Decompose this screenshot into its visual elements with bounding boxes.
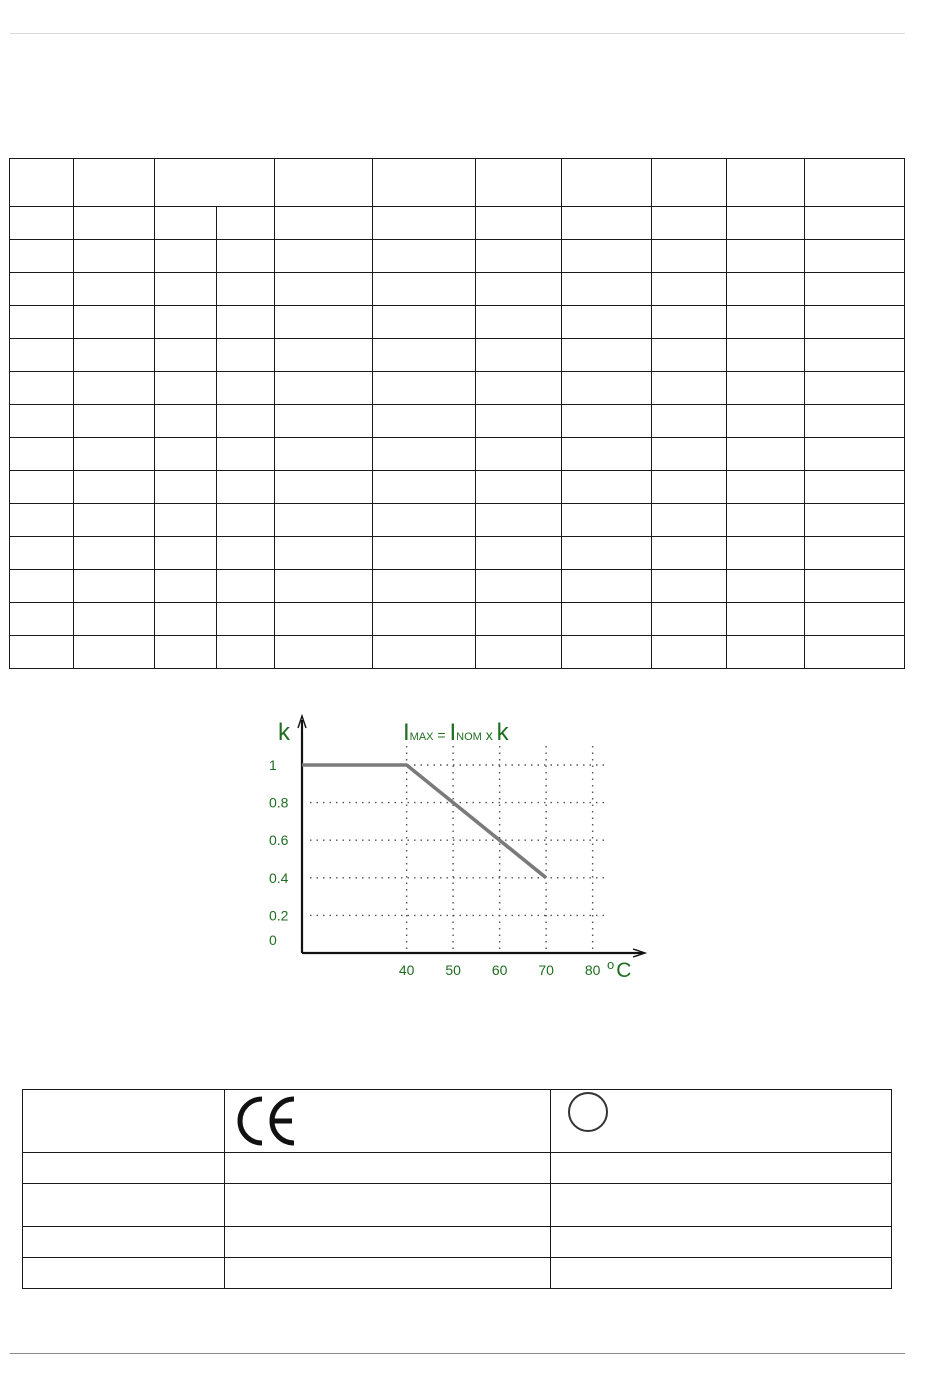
spec-cell [652, 537, 727, 570]
y-tick-label: 0.8 [269, 794, 289, 811]
spec-cell [373, 372, 476, 405]
spec-cell [373, 471, 476, 504]
y-tick-label: 0 [269, 932, 277, 948]
spec-cell [155, 471, 217, 504]
spec-header-row [10, 159, 905, 207]
spec-header-cell [476, 159, 562, 207]
spec-cell [275, 504, 373, 537]
spec-cell [373, 405, 476, 438]
spec-header-cell [275, 159, 373, 207]
cert-cell [551, 1153, 892, 1184]
cert-cell [551, 1258, 892, 1289]
spec-cell [275, 603, 373, 636]
chart-formula: IMAX = INOM x k [403, 719, 509, 746]
spec-cell [217, 339, 275, 372]
spec-cell [805, 405, 905, 438]
spec-cell [373, 537, 476, 570]
spec-cell [562, 207, 652, 240]
spec-table [9, 158, 905, 669]
spec-row [10, 570, 905, 603]
spec-cell [155, 273, 217, 306]
spec-cell [373, 207, 476, 240]
spec-cell [805, 273, 905, 306]
spec-cell [805, 570, 905, 603]
spec-cell [275, 438, 373, 471]
spec-cell [373, 273, 476, 306]
spec-cell [155, 372, 217, 405]
spec-cell [727, 603, 805, 636]
spec-cell [155, 537, 217, 570]
spec-cell [217, 603, 275, 636]
cert-cell [23, 1258, 225, 1289]
spec-cell [476, 603, 562, 636]
spec-cell [217, 372, 275, 405]
cert-cell [225, 1258, 551, 1289]
x-tick-label: 80 [584, 962, 601, 978]
spec-cell [155, 504, 217, 537]
spec-cell [74, 372, 155, 405]
spec-cell [275, 537, 373, 570]
spec-row [10, 636, 905, 669]
spec-cell [217, 306, 275, 339]
spec-cell [652, 603, 727, 636]
spec-cell [727, 471, 805, 504]
certification-circle-icon [568, 1092, 608, 1132]
spec-cell [562, 636, 652, 669]
spec-cell [74, 636, 155, 669]
spec-header-cell [155, 159, 275, 207]
spec-cell [155, 636, 217, 669]
spec-cell [562, 372, 652, 405]
spec-cell [727, 207, 805, 240]
spec-cell [562, 405, 652, 438]
cert-cell [225, 1227, 551, 1258]
spec-row [10, 207, 905, 240]
spec-row [10, 306, 905, 339]
spec-cell [652, 372, 727, 405]
spec-cell [805, 603, 905, 636]
spec-cell [217, 405, 275, 438]
ce-mark-icon [232, 1095, 300, 1147]
spec-cell [10, 405, 74, 438]
spec-cell [217, 504, 275, 537]
spec-cell [562, 306, 652, 339]
spec-cell [10, 339, 74, 372]
spec-cell [476, 306, 562, 339]
spec-cell [155, 339, 217, 372]
spec-cell [155, 570, 217, 603]
spec-cell [562, 240, 652, 273]
spec-cell [275, 471, 373, 504]
spec-header-cell [727, 159, 805, 207]
spec-cell [727, 636, 805, 669]
x-tick-label: 70 [538, 962, 554, 978]
spec-cell [476, 240, 562, 273]
spec-cell [155, 438, 217, 471]
cert-row [23, 1184, 892, 1227]
spec-cell [373, 570, 476, 603]
spec-cell [727, 273, 805, 306]
spec-cell [476, 537, 562, 570]
y-tick-label: 1 [269, 757, 277, 773]
spec-cell [562, 504, 652, 537]
spec-cell [74, 438, 155, 471]
spec-cell [10, 273, 74, 306]
spec-cell [74, 240, 155, 273]
cert-cell [551, 1184, 892, 1227]
cert-cell [23, 1227, 225, 1258]
spec-cell [74, 603, 155, 636]
spec-cell [727, 438, 805, 471]
spec-cell [373, 306, 476, 339]
cert-cell [225, 1153, 551, 1184]
spec-cell [74, 504, 155, 537]
chart-grid [310, 746, 609, 949]
spec-cell [805, 207, 905, 240]
spec-cell [373, 438, 476, 471]
spec-cell [652, 240, 727, 273]
cert-header-row [23, 1090, 892, 1153]
spec-header-cell [74, 159, 155, 207]
spec-header-cell [373, 159, 476, 207]
spec-row [10, 438, 905, 471]
spec-cell [652, 339, 727, 372]
chart-axes [298, 716, 645, 957]
spec-cell [652, 438, 727, 471]
spec-cell [275, 372, 373, 405]
derating-line [302, 765, 546, 878]
spec-cell [217, 570, 275, 603]
certification-table [22, 1089, 892, 1289]
spec-cell [562, 273, 652, 306]
spec-cell [155, 603, 217, 636]
x-tick-label: 40 [398, 962, 415, 978]
spec-cell [562, 570, 652, 603]
spec-cell [476, 372, 562, 405]
spec-cell [74, 273, 155, 306]
spec-row [10, 405, 905, 438]
cert-cell [551, 1227, 892, 1258]
spec-cell [217, 537, 275, 570]
spec-cell [727, 372, 805, 405]
spec-cell [805, 636, 905, 669]
spec-cell [373, 504, 476, 537]
spec-cell [217, 273, 275, 306]
spec-cell [74, 405, 155, 438]
spec-cell [652, 636, 727, 669]
spec-cell [10, 603, 74, 636]
spec-cell [652, 570, 727, 603]
spec-cell [805, 471, 905, 504]
spec-cell [155, 405, 217, 438]
spec-cell [805, 504, 905, 537]
spec-cell [476, 570, 562, 603]
cert-header-cell [23, 1090, 225, 1153]
spec-cell [562, 537, 652, 570]
spec-cell [476, 273, 562, 306]
spec-cell [10, 570, 74, 603]
spec-header-cell [562, 159, 652, 207]
spec-row [10, 273, 905, 306]
chart-labels [269, 719, 631, 982]
spec-cell [652, 207, 727, 240]
spec-cell [74, 570, 155, 603]
spec-cell [155, 306, 217, 339]
spec-cell [10, 537, 74, 570]
spec-cell [652, 273, 727, 306]
spec-cell [476, 207, 562, 240]
spec-cell [275, 306, 373, 339]
spec-cell [10, 636, 74, 669]
cert-header-cell-mark [551, 1090, 892, 1153]
spec-cell [373, 339, 476, 372]
spec-cell [805, 339, 905, 372]
spec-header-cell [10, 159, 74, 207]
spec-row [10, 537, 905, 570]
spec-row [10, 471, 905, 504]
spec-cell [476, 405, 562, 438]
spec-cell [727, 537, 805, 570]
spec-cell [217, 240, 275, 273]
spec-row [10, 372, 905, 405]
spec-cell [10, 504, 74, 537]
x-tick-label: 60 [491, 962, 508, 978]
spec-cell [373, 240, 476, 273]
spec-row [10, 504, 905, 537]
spec-cell [476, 339, 562, 372]
x-axis-label: $^o$C [607, 957, 632, 982]
spec-cell [476, 504, 562, 537]
spec-cell [652, 306, 727, 339]
spec-cell [217, 438, 275, 471]
spec-cell [275, 273, 373, 306]
cert-cell [225, 1184, 551, 1227]
spec-cell [727, 504, 805, 537]
cert-row [23, 1227, 892, 1258]
spec-cell [727, 306, 805, 339]
spec-cell [727, 405, 805, 438]
spec-cell [217, 636, 275, 669]
derating-chart [255, 708, 655, 993]
spec-cell [275, 339, 373, 372]
spec-cell [155, 240, 217, 273]
spec-cell [805, 438, 905, 471]
spec-cell [74, 471, 155, 504]
spec-row [10, 603, 905, 636]
spec-cell [727, 570, 805, 603]
spec-cell [562, 438, 652, 471]
y-tick-label: 0.4 [269, 869, 289, 886]
cert-row [23, 1258, 892, 1289]
spec-cell [805, 372, 905, 405]
top-rule [10, 33, 905, 34]
spec-cell [652, 504, 727, 537]
spec-cell [562, 603, 652, 636]
spec-cell [727, 339, 805, 372]
spec-cell [10, 372, 74, 405]
spec-cell [476, 471, 562, 504]
cert-cell [23, 1184, 225, 1227]
spec-cell [727, 240, 805, 273]
y-tick-label: 0.2 [269, 907, 289, 924]
spec-cell [10, 471, 74, 504]
cert-row [23, 1153, 892, 1184]
spec-header-cell [652, 159, 727, 207]
cert-header-cell-ce [225, 1090, 551, 1153]
spec-cell [562, 339, 652, 372]
spec-cell [275, 570, 373, 603]
x-tick-label: 50 [445, 962, 461, 978]
spec-cell [10, 306, 74, 339]
spec-cell [74, 537, 155, 570]
spec-cell [74, 207, 155, 240]
spec-cell [562, 471, 652, 504]
y-tick-label: 0.6 [269, 832, 289, 849]
chart-series [302, 765, 546, 878]
spec-cell [275, 405, 373, 438]
spec-cell [10, 240, 74, 273]
spec-cell [373, 603, 476, 636]
spec-cell [476, 636, 562, 669]
spec-cell [476, 438, 562, 471]
spec-cell [155, 207, 217, 240]
spec-cell [652, 405, 727, 438]
spec-cell [275, 240, 373, 273]
spec-cell [217, 207, 275, 240]
spec-cell [217, 471, 275, 504]
spec-cell [275, 207, 373, 240]
spec-row [10, 240, 905, 273]
spec-header-cell [805, 159, 905, 207]
y-axis-label: k [278, 719, 290, 746]
spec-cell [805, 306, 905, 339]
bottom-rule [10, 1353, 905, 1354]
cert-cell [23, 1153, 225, 1184]
spec-row [10, 339, 905, 372]
spec-cell [652, 471, 727, 504]
spec-cell [275, 636, 373, 669]
spec-cell [10, 438, 74, 471]
spec-cell [805, 537, 905, 570]
spec-cell [373, 636, 476, 669]
spec-cell [10, 207, 74, 240]
spec-cell [74, 306, 155, 339]
spec-cell [74, 339, 155, 372]
spec-cell [805, 240, 905, 273]
